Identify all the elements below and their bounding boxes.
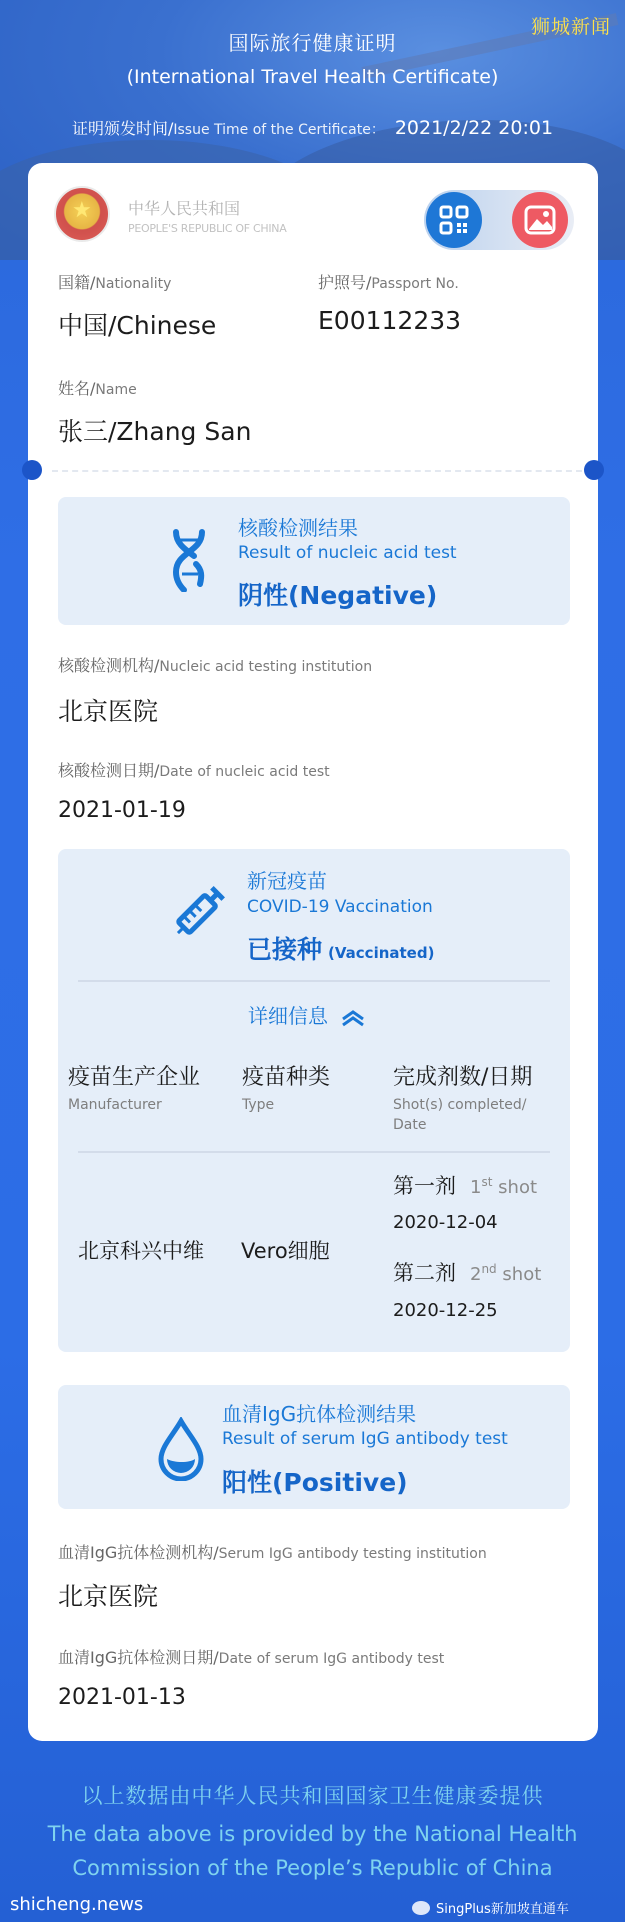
- manufacturer-value: 北京科兴中维: [78, 1239, 204, 1263]
- card-notch-right: [584, 460, 604, 480]
- country-name-en: PEOPLE'S REPUBLIC OF CHINA: [128, 222, 287, 235]
- qr-code-button[interactable]: [426, 192, 482, 248]
- nationality-label-en: Nationality: [95, 276, 172, 292]
- dose-1: [393, 1170, 537, 1200]
- issue-label-cn: 证明颁发时间/: [71, 119, 174, 138]
- image-icon: [524, 205, 556, 235]
- nucleic-title-cn: 核酸检测结果: [238, 516, 358, 540]
- certificate-subtitle: (International Travel Health Certificate): [126, 66, 499, 88]
- footer-source-cn: 以上数据由中华人民共和国国家卫生健康委提供: [81, 1784, 544, 1808]
- issue-time: 2021/2/22 20:01: [394, 117, 554, 139]
- bottom-left-watermark: shicheng.news: [10, 1894, 144, 1915]
- nucleic-institution-label: [58, 653, 372, 676]
- vaccine-result: [247, 930, 434, 966]
- qr-code-icon: [438, 204, 470, 236]
- dose-1-ordinal: 1st shot: [470, 1175, 538, 1198]
- bottom-right-watermark-text: SingPlus新加坡直通车: [436, 1902, 569, 1917]
- passport-label: [318, 270, 459, 293]
- nationality-value: 中国/Chinese: [58, 311, 217, 340]
- dose-2-ordinal: 2nd shot: [470, 1262, 542, 1285]
- header-manufacturer-cn: 疫苗生产企业: [68, 1065, 201, 1090]
- nucleic-date-label-en: Date of nucleic acid test: [159, 764, 330, 780]
- vaccine-title-en: COVID-19 Vaccination: [247, 897, 433, 917]
- certificate-title: 国际旅行健康证明: [228, 31, 397, 55]
- bottom-right-watermark: [412, 1898, 569, 1917]
- header-shots-cn: 完成剂数/日期: [393, 1065, 533, 1090]
- nucleic-title-en: Result of nucleic acid test: [238, 543, 457, 563]
- details-label: 详细信息: [248, 1004, 328, 1028]
- issue-label-en: Issue Time of the Certificate：: [173, 122, 385, 138]
- antibody-date-label-cn: 血清IgG抗体检测日期/: [58, 1648, 219, 1667]
- issue-time-row: [0, 116, 625, 139]
- antibody-title-en: Result of serum IgG antibody test: [222, 1429, 508, 1449]
- dose-2-date: 2020-12-25: [393, 1300, 498, 1321]
- header-type-en: Type: [242, 1097, 275, 1113]
- footer-source-en-line2: Commission of the People’s Republic of China: [72, 1856, 553, 1880]
- passport-value: E00112233: [318, 306, 462, 335]
- national-emblem-icon: [54, 186, 110, 242]
- antibody-institution-label: [58, 1540, 487, 1563]
- vaccine-divider-top: [78, 980, 550, 982]
- vaccine-result-cn: 已接种: [247, 935, 323, 964]
- header-shots-en2: Date: [393, 1117, 427, 1133]
- header-manufacturer-en: Manufacturer: [68, 1097, 162, 1113]
- antibody-date-label: [58, 1645, 444, 1668]
- header-type-cn: 疫苗种类: [242, 1065, 331, 1090]
- country-name-cn: 中华人民共和国: [128, 199, 241, 218]
- image-button[interactable]: [512, 192, 568, 248]
- type-value: Vero细胞: [241, 1239, 330, 1263]
- name-value: 张三/Zhang San: [58, 417, 252, 446]
- name-label-cn: 姓名/: [58, 379, 96, 398]
- name-label-en: Name: [95, 382, 137, 398]
- dna-icon: [168, 528, 210, 592]
- nationality-label-cn: 国籍/: [58, 273, 96, 292]
- antibody-institution-value: 北京医院: [58, 1582, 159, 1611]
- nucleic-institution-label-cn: 核酸检测机构/: [58, 656, 160, 675]
- dose-2-cn: 第二剂: [393, 1261, 456, 1285]
- passport-label-cn: 护照号/: [318, 273, 372, 292]
- nucleic-date-label: [58, 758, 330, 781]
- nucleic-result: 阴性(Negative): [238, 581, 438, 610]
- top-watermark: 狮城新闻: [530, 16, 611, 38]
- details-toggle[interactable]: [248, 1000, 366, 1029]
- name-label: [58, 376, 137, 399]
- nucleic-institution-label-en: Nucleic acid testing institution: [159, 659, 373, 675]
- antibody-institution-label-en: Serum IgG antibody testing institution: [218, 1546, 487, 1562]
- antibody-date-value: 2021-01-13: [58, 1685, 186, 1710]
- card-divider: [52, 470, 582, 472]
- antibody-date-label-en: Date of serum IgG antibody test: [218, 1651, 445, 1667]
- dose-1-date: 2020-12-04: [393, 1212, 498, 1233]
- nucleic-date-value: 2021-01-19: [58, 798, 186, 823]
- antibody-result: 阳性(Positive): [222, 1468, 408, 1497]
- syringe-icon: [166, 873, 238, 945]
- header-shots-en1: Shot(s) completed/: [393, 1097, 527, 1113]
- chat-icon: [412, 1901, 430, 1915]
- vaccine-title-cn: 新冠疫苗: [247, 869, 327, 893]
- nucleic-institution-value: 北京医院: [58, 697, 159, 726]
- dose-2: [393, 1257, 541, 1287]
- footer-source-en-line1: The data above is provided by the National Health: [47, 1822, 578, 1846]
- antibody-title-cn: 血清IgG抗体检测结果: [222, 1402, 417, 1426]
- dose-1-cn: 第一剂: [393, 1174, 456, 1198]
- nucleic-date-label-cn: 核酸检测日期/: [58, 761, 160, 780]
- passport-label-en: Passport No.: [371, 276, 459, 292]
- vaccine-result-en: (Vaccinated): [328, 944, 435, 962]
- vaccine-divider-mid: [78, 1151, 550, 1153]
- chevron-up-icon: [340, 1009, 366, 1027]
- nationality-label: [58, 270, 171, 293]
- antibody-institution-label-cn: 血清IgG抗体检测机构/: [58, 1543, 219, 1562]
- droplet-icon: [155, 1417, 207, 1481]
- card-notch-left: [22, 460, 42, 480]
